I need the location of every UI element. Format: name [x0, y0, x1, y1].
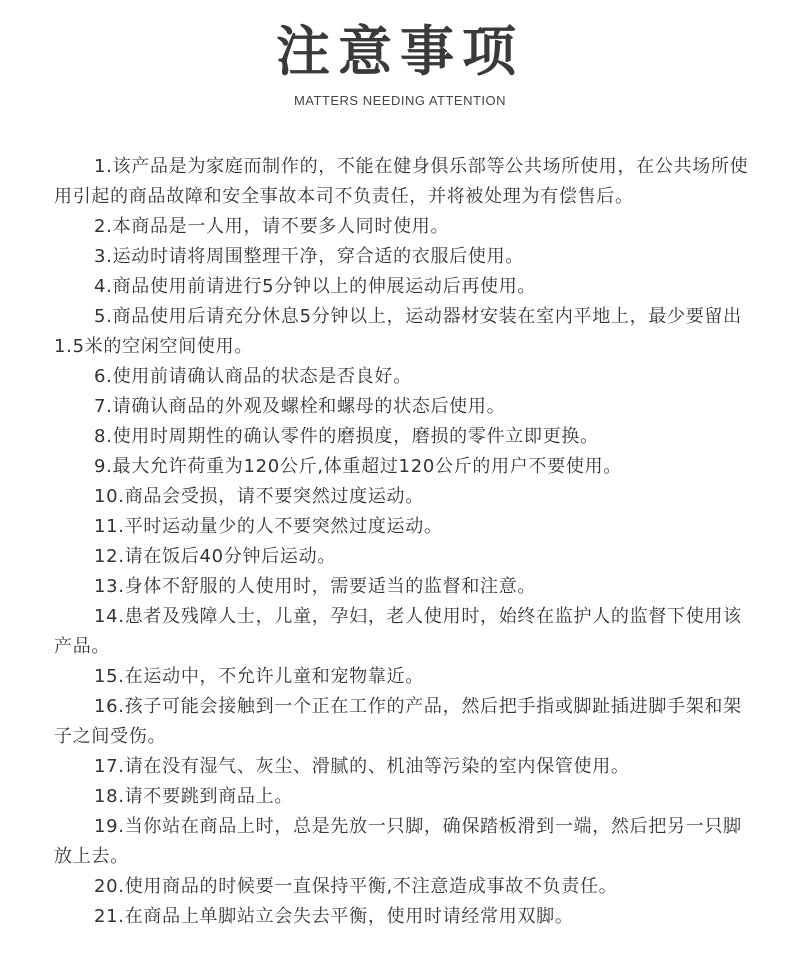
notes-list	[54, 152, 754, 932]
note-item: 3.运动时请将周围整理干净，穿合适的衣服后使用。	[94, 246, 524, 267]
note-item: 1.该产品是为家庭而制作的，不能在健身俱乐部等公共场所使用，在公共场所使用引起的商品故障和安全事故本司不负责任，并将被处理为有偿售后。	[54, 156, 749, 207]
note-item: 18.请不要跳到商品上。	[94, 786, 294, 807]
note-item: 17.请在没有湿气、灰尘、滑腻的、机油等污染的室内保管使用。	[94, 756, 630, 777]
note-item: 4.商品使用前请进行5分钟以上的伸展运动后再使用。	[94, 276, 537, 297]
note-item: 2.本商品是一人用，请不要多人同时使用。	[94, 216, 450, 237]
note-item: 19.当你站在商品上时，总是先放一只脚，确保踏板滑到一端，然后把另一只脚放上去。	[54, 816, 742, 867]
note-item: 21.在商品上单脚站立会失去平衡，使用时请经常用双脚。	[94, 906, 574, 927]
note-item: 7.请确认商品的外观及螺栓和螺母的状态后使用。	[94, 396, 506, 417]
note-item: 8.使用时周期性的确认零件的磨损度，磨损的零件立即更换。	[94, 426, 599, 447]
note-item: 14.患者及残障人士，儿童，孕妇，老人使用时，始终在监护人的监督下使用该产品。	[54, 606, 742, 657]
note-item: 16.孩子可能会接触到一个正在工作的产品，然后把手指或脚趾插进脚手架和架子之间受伤。	[54, 696, 742, 747]
note-item: 15.在运动中，不允许儿童和宠物靠近。	[94, 666, 424, 687]
page-subtitle: MATTERS NEEDING ATTENTION	[293, 93, 507, 108]
note-item: 20.使用商品的时候要一直保持平衡,不注意造成事故不负责任。	[94, 876, 618, 897]
note-item: 6.使用前请确认商品的状态是否良好。	[94, 366, 412, 387]
note-item: 10.商品会受损，请不要突然过度运动。	[94, 486, 424, 507]
note-item: 12.请在饭后40分钟后运动。	[94, 546, 337, 567]
note-item: 11.平时运动量少的人不要突然过度运动。	[94, 516, 443, 537]
page-title: 注意事项	[276, 20, 524, 83]
note-item: 5.商品使用后请充分休息5分钟以上，运动器材安装在室内平地上，最少要留出1.5米的空闲空间使用。	[54, 306, 742, 357]
note-item: 9.最大允许荷重为120公斤,体重超过120公斤的用户不要使用。	[94, 456, 623, 477]
note-item: 13.身体不舒服的人使用时，需要适当的监督和注意。	[94, 576, 537, 597]
